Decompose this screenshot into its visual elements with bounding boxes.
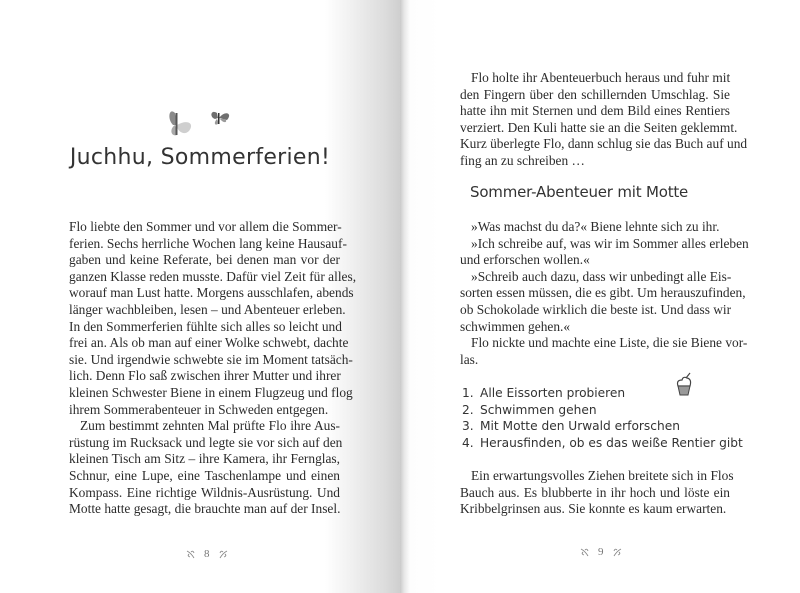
todo-item [462, 402, 743, 419]
text-line: Zum bestimmt zehnten Mal prüfte Flo ihre Aus- [80, 418, 340, 434]
text-line: »Was machst du da?« Biene lehnte sich zu ihr. [471, 219, 720, 234]
text-line: Kribbelgrinsen aus. Sie konnte es kaum erwarten. [460, 501, 727, 517]
todo-item [462, 418, 743, 435]
text-line: Flo liebte den Sommer und vor allem die Sommer- [69, 219, 342, 234]
text-line: ganzen Klasse reden musste. Dafür viel Zeit für alles, [69, 268, 357, 284]
leaf-sprig-icon [186, 549, 196, 559]
text-line: ferien. Sechs herrliche Wochen lang keine Hausauf- [69, 235, 347, 251]
page-number-right [580, 546, 622, 558]
text-line: fing an zu schreiben … [460, 152, 585, 168]
todo-text: Alle Eissorten probieren [480, 386, 626, 400]
todo-number: 4. [462, 435, 474, 450]
text-line: Flo nickte und machte eine Liste, die sie Biene vor- [471, 335, 748, 351]
text-line: kleinen Schwester Biene in einem Flugzeug und flog [69, 384, 353, 400]
text-line: den Fingern über den schillernden Umschlag. Sie [460, 86, 730, 102]
text-line: frei an. Als ob man auf einer Wolke schwebt, dachte [69, 335, 349, 351]
todo-item [462, 385, 743, 402]
text-line: Flo holte ihr Abenteuerbuch heraus und fuhr mit [471, 70, 731, 85]
text-line: Schnur, eine Lupe, eine Taschenlampe und einen [69, 467, 340, 483]
text-line: »Ich schreibe auf, was wir im Sommer alles erleben [471, 235, 749, 251]
right-dialogue-text [460, 219, 749, 368]
butterflies-icon [165, 105, 240, 145]
text-line: ob Schokolade wirklich die beste ist. Und dass wir [460, 301, 732, 317]
chapter-title: Juchhu, Sommerferien! [69, 145, 331, 170]
text-line: hatte ihn mit Sternen und dem Bild eines Rentiers [460, 103, 730, 119]
right-closing-text [460, 468, 734, 518]
todo-number: 1. [462, 386, 474, 400]
leaf-sprig-icon [612, 547, 622, 557]
text-line: worauf man Lust hatte. Morgens ausschlafen, abends [69, 285, 354, 301]
text-line: sorten essen müssen, die es gibt. Um herauszufinden, [460, 285, 746, 301]
text-line: ihrem Sommerabenteuer in Schweden entgegen. [69, 401, 329, 417]
text-line: rüstung im Rucksack und legte sie vor sich auf den [69, 434, 343, 450]
text-line: sie. Und irgendwie schwebte sie im Moment tatsäch- [69, 351, 353, 367]
text-line: »Schreib auch dazu, dass wir unbedingt alle Eis- [471, 268, 732, 284]
todo-text: Mit Motte den Urwald erforschen [480, 419, 680, 434]
text-line: und erforschen wollen.« [460, 252, 590, 268]
text-line: lich. Denn Flo saß zwischen ihrer Mutter und ihrer [69, 368, 341, 384]
text-line: gaben und keine Referate, bei denen man vor der [69, 252, 340, 268]
page-number: 9 [598, 546, 604, 558]
todo-item [462, 435, 743, 452]
text-line: schwimmen gehen.« [460, 318, 571, 334]
text-line: Kompass. Eine richtige Wildnis-Ausrüstung. Und [69, 484, 340, 500]
text-line: Bauch aus. Es blubberte in ihr hoch und löste ein [460, 484, 730, 500]
text-line: Motte hatte gesagt, die brauchte man auf der Insel. [69, 501, 341, 517]
text-line: las. [460, 351, 479, 367]
text-line: verziert. Den Kuli hatte sie an die Seiten geklemmt. [460, 119, 738, 135]
page-number-left [186, 548, 228, 560]
todo-number: 2. [462, 402, 474, 417]
left-body-text [69, 219, 357, 518]
right-intro-text [460, 70, 748, 170]
text-line: Kurz überlegte Flo, dann schlug sie das Buch auf und [460, 136, 748, 152]
text-line: Ein erwartungsvolles Ziehen breitete sich in Flos [471, 468, 734, 483]
leaf-sprig-icon [580, 547, 590, 557]
text-line: kleinen Tisch am Sitz – ihre Kamera, ihr Fernglas, [69, 451, 340, 467]
page-number: 8 [204, 548, 210, 560]
todo-text: Schwimmen gehen [480, 402, 597, 417]
text-line: In den Sommerferien fühlte sich alles so leicht und [69, 318, 342, 334]
todo-list [462, 385, 743, 451]
todo-number: 3. [462, 419, 474, 434]
journal-heading: Sommer-Abenteuer mit Motte [470, 183, 689, 201]
leaf-sprig-icon [218, 549, 228, 559]
todo-text: Herausfinden, ob es das weiße Rentier gibt [480, 435, 743, 450]
text-line: länger wachbleiben, lesen – und Abenteuer erleben. [69, 301, 346, 317]
